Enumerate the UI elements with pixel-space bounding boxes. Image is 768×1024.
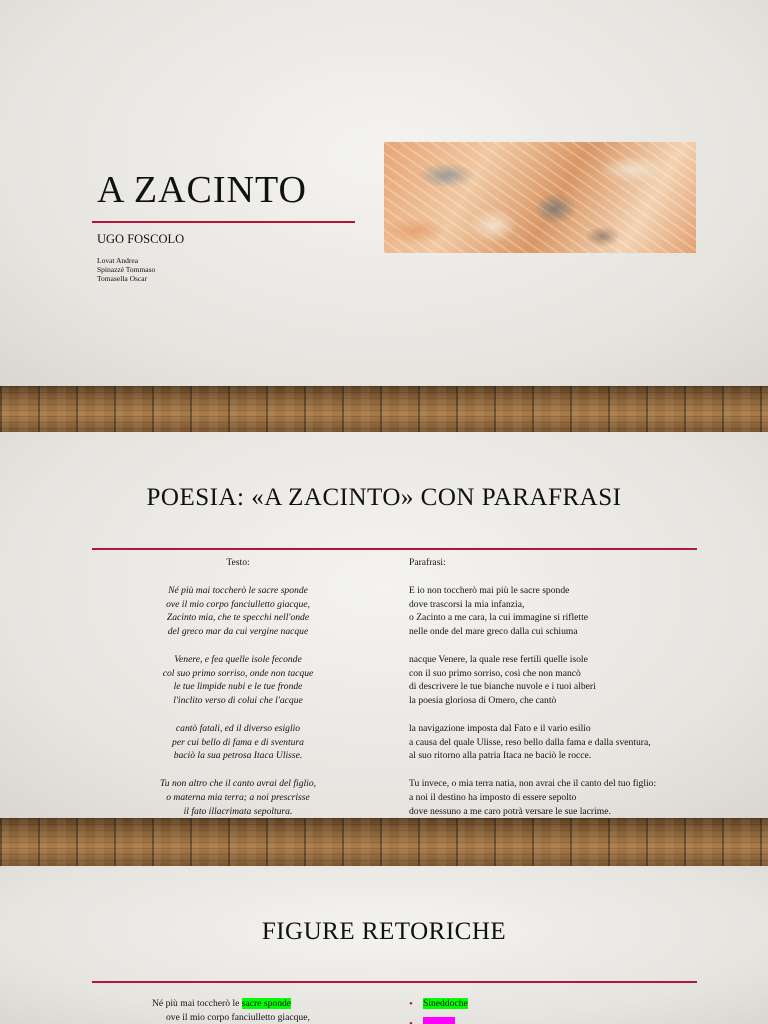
paraphrase-line: a causa del quale Ulisse, reso bello dalla fama e dalla sventura, xyxy=(409,736,651,748)
paraphrase-line: Tu invece, o mia terra natia, non avrai che il canto del tuo figlio: xyxy=(409,777,657,789)
poem-stanza xyxy=(120,584,356,639)
poem-stanza xyxy=(120,653,356,708)
figures-list xyxy=(409,997,468,1024)
wood-floor-divider xyxy=(0,386,768,432)
author-name: Spinazzè Tommaso xyxy=(97,265,156,274)
title-divider xyxy=(92,221,355,223)
paraphrase-line: a noi il destino ha imposto di essere sepolto xyxy=(409,791,577,803)
figures-title-divider xyxy=(92,981,697,983)
poem-line: o materna mia terra; a noi prescrisse xyxy=(166,791,310,803)
poem-line: Zacinto mia, che te specchi nell'onde xyxy=(166,612,310,624)
poem-line: Né più mai toccherò le sacre sponde xyxy=(168,584,308,596)
poem-line: il fato illacrimata sepoltura. xyxy=(183,805,293,817)
annotated-line-text: Né più mai toccherò le xyxy=(152,998,242,1009)
poem-stanza xyxy=(120,777,356,818)
paraphrase-line: con il suo primo sorriso, così che non mancò xyxy=(409,667,581,679)
poem-text-column xyxy=(120,556,356,832)
poem-line: l'inclito verso di colui che l'acque xyxy=(173,695,303,707)
paraphrase-column xyxy=(409,556,709,832)
paraphrase-stanza xyxy=(409,653,709,708)
figure-label-magenta xyxy=(423,1017,455,1024)
poem-slide-title: POESIA: «A ZACINTO» CON PARAFRASI xyxy=(146,484,622,511)
poem-line: le tue limpide nubi e le tue fronde xyxy=(173,681,303,693)
figures-slide-title: FIGURE RETORICHE xyxy=(261,918,507,945)
paraphrase-stanza xyxy=(409,777,709,818)
title-slide xyxy=(0,0,768,386)
paraphrase-stanza xyxy=(409,722,709,763)
paraphrase-line: dove trascorsi la mia infanzia, xyxy=(409,598,525,610)
wood-floor-divider xyxy=(0,818,768,866)
figure-item xyxy=(409,997,468,1011)
paraphrase-line: la poesia gloriosa di Omero, che cantò xyxy=(409,695,557,707)
synecdoche-highlight: sacre sponde xyxy=(241,998,292,1009)
text-heading: Testo: xyxy=(226,557,250,568)
paraphrase-line: nelle onde del mare greco dalla cui schiuma xyxy=(409,626,578,638)
paraphrase-line: nacque Venere, la quale rese fertili quelle isole xyxy=(409,653,588,665)
paraphrase-line: dove nessuno a me caro potrà versare le sue lacrime. xyxy=(409,805,611,817)
figure-item xyxy=(409,1017,468,1024)
presentation-title: A ZACINTO xyxy=(97,169,307,211)
poem-stanza xyxy=(120,722,356,763)
poem-line: Tu non altro che il canto avrai del figlio, xyxy=(159,777,317,789)
paraphrase-line: di descrivere le tue bianche nuvole e i tuoi alberi xyxy=(409,681,596,693)
poem-line: del greco mar da cui vergine nacque xyxy=(167,626,309,638)
poem-title-divider xyxy=(92,548,697,550)
poem-line: Venere, e fea quelle isole feconde xyxy=(174,653,302,665)
paraphrase-line: o Zacinto a me cara, la cui immagine si riflette xyxy=(409,612,589,624)
paraphrase-line: E io non toccherò mai più le sacre sponde xyxy=(409,584,570,596)
authors-list xyxy=(97,256,155,283)
poem-line: col suo primo sorriso, onde non tacque xyxy=(162,667,314,679)
annotated-poem-text xyxy=(152,997,310,1024)
author-name: Lovat Andrea xyxy=(97,256,139,265)
annotated-line: ove il mio corpo fanciulletto giacque, xyxy=(166,1012,310,1023)
figure-label-synecdoche: Sineddoche xyxy=(423,998,468,1009)
poem-line: baciò la sua petrosa Itaca Ulisse. xyxy=(173,750,303,762)
poem-line: per cui bello di fama e di sventura xyxy=(172,736,304,748)
paraphrase-line: al suo ritorno alla patria Itaca ne baciò le rocce. xyxy=(409,750,592,762)
paraphrase-stanza xyxy=(409,584,709,639)
poem-line: ove il mio corpo fanciulletto giacque, xyxy=(166,598,310,610)
poem-line: cantò fatali, ed il diverso esiglio xyxy=(175,722,301,734)
annotated-line xyxy=(152,997,310,1011)
paraphrase-heading: Parafrasi: xyxy=(409,557,446,568)
paraphrase-line: la navigazione imposta dal Fato e il vario esilio xyxy=(409,722,591,734)
marble-texture-image xyxy=(384,142,696,253)
poet-name: UGO FOSCOLO xyxy=(97,232,185,246)
author-name: Tomasella Oscar xyxy=(97,274,148,283)
